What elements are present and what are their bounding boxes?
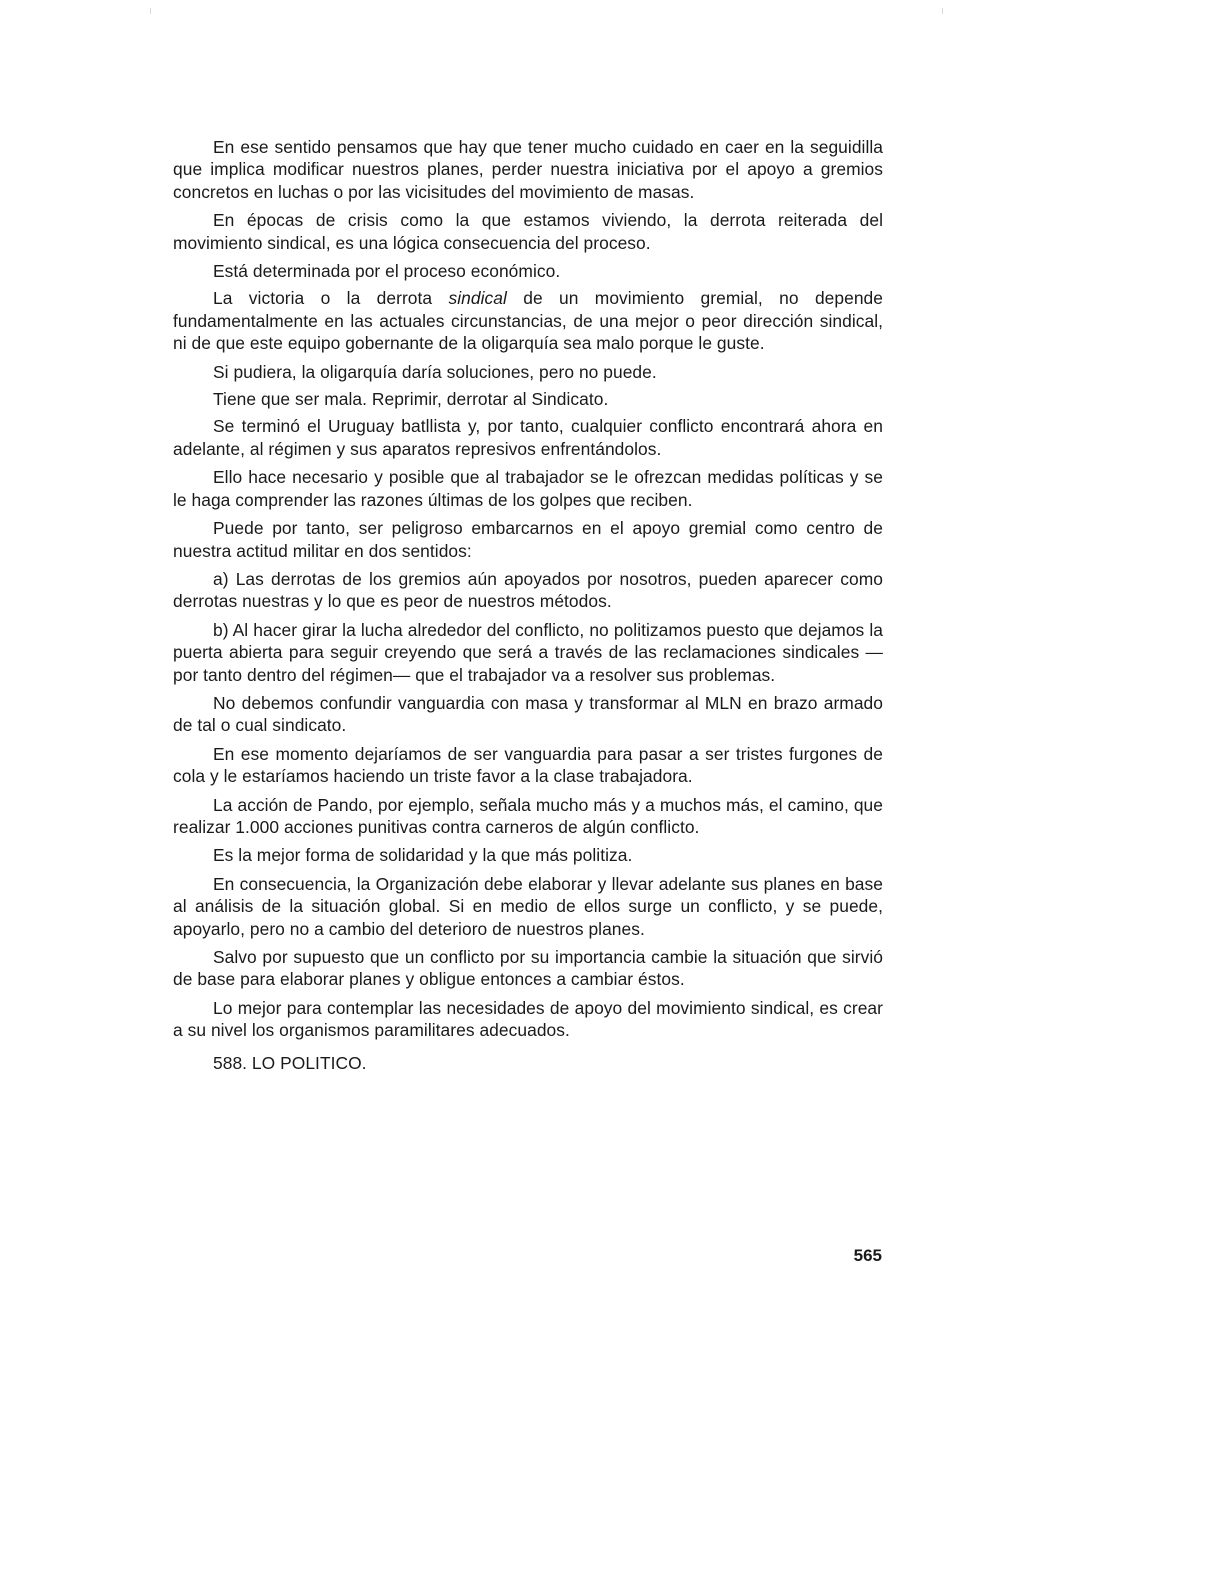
section-heading: 588. LO POLITICO. <box>213 1052 367 1073</box>
paragraph: Lo mejor para contemplar las necesidades de apoyo del movimiento sindical, es crear a su nivel los organismos paramilitares adecuados. <box>173 997 883 1041</box>
paragraph: Se terminó el Uruguay batllista y, por tanto, cualquier conflicto encontrará ahora en adelante, al régimen y sus aparatos represivos enfrentándolos. <box>173 416 883 459</box>
paragraph: Tiene que ser mala. Reprimir, derrotar al Sindicato. <box>213 389 609 410</box>
paragraph: En consecuencia, la Organización debe elaborar y llevar adelante sus planes en base al análisis de la situación global. Si en medio de ellos surge un conflicto, y se puede, apoyarlo, pero no a cambio del deterioro de nuestros planes. <box>173 873 883 939</box>
page-number: 565 <box>853 1246 882 1265</box>
paragraph: Ello hace necesario y posible que al trabajador se le ofrezcan medidas políticas y se le haga comprender las razones últimas de los golpes que reciben. <box>173 467 883 510</box>
paragraph: Está determinada por el proceso económico. <box>213 261 561 282</box>
scan-mark <box>150 8 151 14</box>
body-text <box>173 136 883 1074</box>
paragraph: Salvo por supuesto que un conflicto por su importancia cambie la situación que sirvió de base para elaborar planes y obligue entonces a cambiar éstos. <box>173 947 883 990</box>
paragraph: En ese momento dejaríamos de ser vanguardia para pasar a ser tristes furgones de cola y le estaríamos haciendo un triste favor a la clase trabajadora. <box>173 743 883 787</box>
paragraph: Es la mejor forma de solidaridad y la que más politiza. <box>213 845 633 866</box>
paragraph-text: La victoria o la derrota <box>213 288 449 309</box>
paragraph: Si pudiera, la oligarquía daría soluciones, pero no puede. <box>213 361 657 382</box>
paragraph-text: de un movimiento gremial, no depende fundamentalmente en las actuales circunstancias, de una mejor o peor dirección sindical, ni de que este equipo gobernante de la oligarquía sea malo porque le guste. <box>173 288 883 354</box>
scan-mark <box>942 8 943 14</box>
paragraph: En ese sentido pensamos que hay que tener mucho cuidado en caer en la seguidilla que implica modificar nuestros planes, perder nuestra iniciativa por el apoyo a gremios concretos en luchas o por las vicisitudes del movimiento de masas. <box>173 137 883 202</box>
paragraph: En épocas de crisis como la que estamos viviendo, la derrota reiterada del movimiento sindical, es una lógica consecuencia del proceso. <box>173 210 883 253</box>
paragraph <box>173 287 883 354</box>
list-item: a) Las derrotas de los gremios aún apoyados por nosotros, pueden aparecer como derrotas nuestras y lo que es peor de nuestros métodos. <box>173 568 883 612</box>
paragraph: Puede por tanto, ser peligroso embarcarnos en el apoyo gremial como centro de nuestra actitud militar en dos sentidos: <box>173 518 883 561</box>
emphasis-text: sindical <box>448 288 507 309</box>
paragraph: No debemos confundir vanguardia con masa y transformar al MLN en brazo armado de tal o cual sindicato. <box>173 692 883 736</box>
list-item: b) Al hacer girar la lucha alrededor del conflicto, no politizamos puesto que dejamos la puerta abierta para seguir creyendo que será a través de las reclamaciones sindicales —por tanto dentro del régimen— que el trabajador va a resolver sus problemas. <box>173 619 883 685</box>
paragraph: La acción de Pando, por ejemplo, señala mucho más y a muchos más, el camino, que realizar 1.000 acciones punitivas contra carneros de algún conflicto. <box>173 794 883 837</box>
